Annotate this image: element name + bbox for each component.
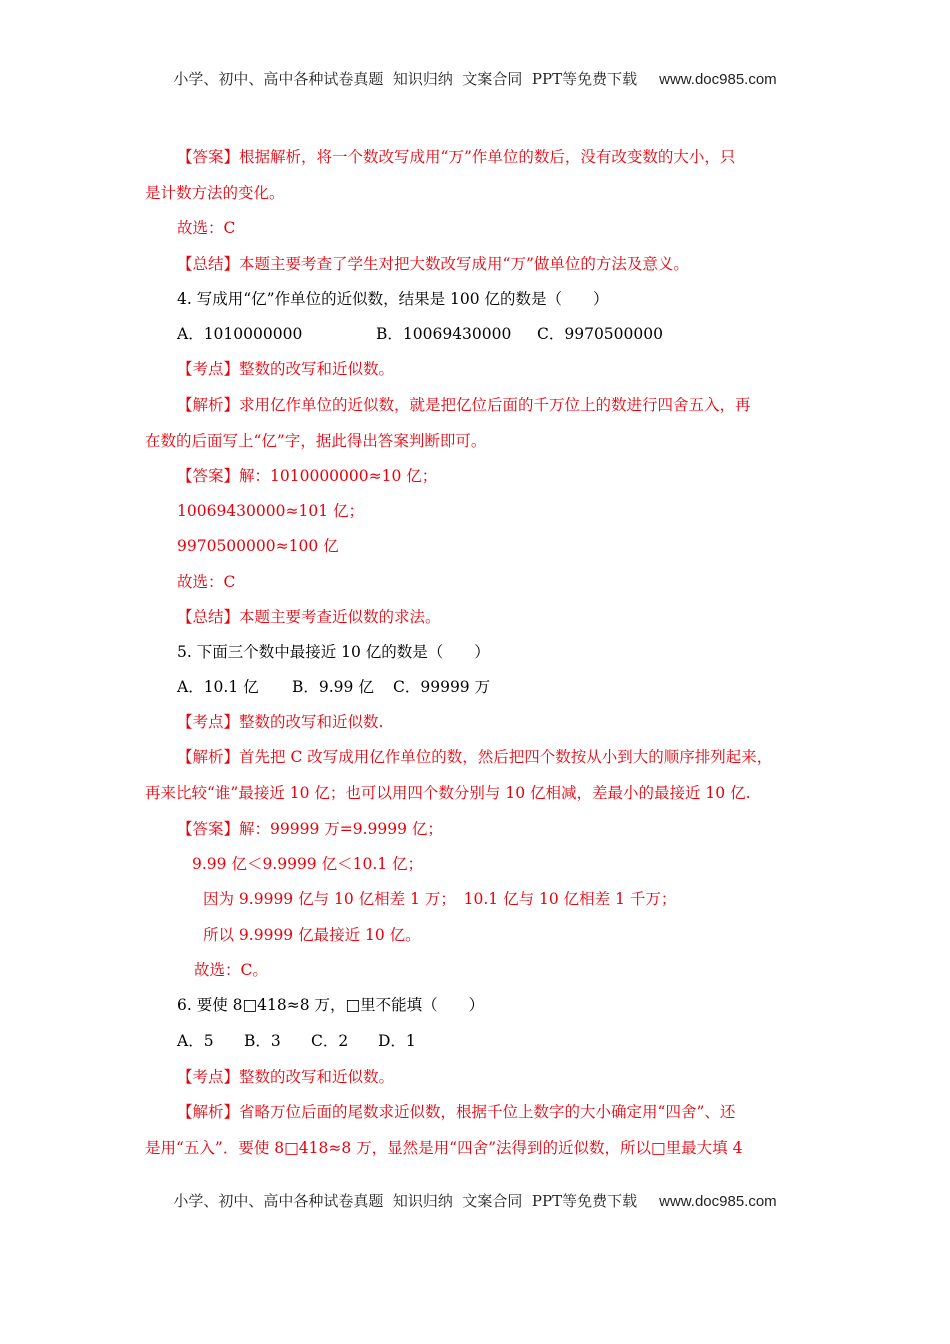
q5-option-c: C．99999 万: [393, 678, 491, 696]
q4-jiexi-tag: 【解析】: [177, 396, 240, 414]
q4-answer-tag: 【答案】: [177, 467, 240, 485]
q3-answer-tag: 【答案】: [177, 148, 240, 166]
q6-kaodian-tag: 【考点】: [177, 1068, 240, 1086]
q4-answer-line3: 9970500000≈100 亿: [177, 537, 339, 555]
q3-choice: 故选：C: [177, 219, 236, 237]
q6-option-d: D．1: [378, 1032, 416, 1050]
q6-jiexi-text: 省略万位后面的尾数求近似数，根据千位上数字的大小确定用“四舍”、还: [239, 1103, 736, 1121]
q4-choice: 故选：C: [177, 573, 236, 591]
q4-summary: [177, 606, 441, 628]
q4-summary-text: 本题主要考查近似数的求法。: [239, 608, 441, 626]
q4-option-c: C．9970500000: [537, 325, 663, 343]
q4-jiexi-line2: 在数的后面写上“亿”字，据此得出答案判断即可。: [145, 432, 487, 450]
q3-summary-text: 本题主要考查了学生对把大数改写成用“万”做单位的方法及意义。: [239, 255, 689, 273]
header-text: 小学、初中、高中各种试卷真题 知识归纳 文案合同 PPT等免费下载: [173, 70, 638, 88]
q4-kaodian: [177, 358, 394, 380]
header-url: www.doc985.com: [659, 71, 777, 88]
q6-option-a: A．5: [177, 1032, 214, 1050]
q5-jiexi-line2: 再来比较“谁”最接近 10 亿；也可以用四个数分别与 10 亿相减，差最小的最接近 10 亿.: [145, 784, 751, 802]
q5-answer-line1: [177, 818, 443, 840]
q5-answer-text: 解：99999 万=9.9999 亿；: [239, 820, 443, 838]
q4-jiexi-line1: [177, 394, 751, 416]
q6-kaodian-text: 整数的改写和近似数。: [239, 1068, 395, 1086]
q6-kaodian: [177, 1066, 394, 1088]
page-footer: [0, 1190, 950, 1211]
q5-kaodian-text: 整数的改写和近似数.: [239, 713, 384, 731]
q6-stem: 6. 要使 8□418≈8 万，□里不能填（ ）: [177, 996, 485, 1014]
q4-kaodian-text: 整数的改写和近似数。: [239, 360, 395, 378]
q5-answer-tag: 【答案】: [177, 820, 240, 838]
q6-jiexi-line1: [177, 1101, 735, 1123]
q6-jiexi-tag: 【解析】: [177, 1103, 240, 1121]
q5-kaodian-tag: 【考点】: [177, 713, 240, 731]
q5-kaodian: [177, 711, 383, 733]
q6-jiexi-line2: 是用“五入”．要使 8□418≈8 万，显然是用“四舍”法得到的近似数，所以□里最大填 4: [145, 1139, 743, 1157]
q3-answer-line2: 是计数方法的变化。: [145, 184, 285, 202]
footer-text: 小学、初中、高中各种试卷真题 知识归纳 文案合同 PPT等免费下载: [173, 1192, 638, 1210]
q5-answer-line3: 因为 9.9999 亿与 10 亿相差 1 万； 10.1 亿与 10 亿相差 1 千万；: [203, 890, 677, 908]
q4-answer-line1: [177, 465, 437, 487]
q4-jiexi-text: 求用亿作单位的近似数，就是把亿位后面的千万位上的数进行四舍五入，再: [239, 396, 751, 414]
q4-stem: 4. 写成用“亿”作单位的近似数，结果是 100 亿的数是（ ）: [177, 290, 609, 308]
q4-option-a: A．1010000000: [177, 325, 303, 343]
q5-option-a: A．10.1 亿: [177, 678, 259, 696]
q5-option-b: B．9.99 亿: [292, 678, 374, 696]
q5-choice: 故选：C。: [194, 961, 268, 979]
q5-answer-line4: 所以 9.9999 亿最接近 10 亿。: [203, 926, 421, 944]
q4-option-b: B．10069430000: [376, 325, 512, 343]
q5-jiexi-tag: 【解析】: [177, 748, 240, 766]
q5-answer-line2: 9.99 亿＜9.9999 亿＜10.1 亿；: [192, 855, 424, 873]
q3-answer-text: 根据解析，将一个数改写成用“万”作单位的数后，没有改变数的大小，只: [239, 148, 736, 166]
q5-jiexi-text: 首先把 C 改写成用亿作单位的数，然后把四个数按从小到大的顺序排列起来，: [239, 748, 773, 766]
footer-url: www.doc985.com: [659, 1193, 777, 1210]
q4-answer-line2: 10069430000≈101 亿；: [177, 502, 364, 520]
q6-option-b: B．3: [244, 1032, 281, 1050]
q5-jiexi-line1: [177, 746, 772, 768]
q4-answer-text: 解：1010000000≈10 亿；: [239, 467, 438, 485]
q5-stem: 5. 下面三个数中最接近 10 亿的数是（ ）: [177, 643, 490, 661]
q6-option-c: C．2: [311, 1032, 349, 1050]
q3-summary-tag: 【总结】: [177, 255, 240, 273]
q3-summary: [177, 253, 689, 275]
page-header: [0, 68, 950, 89]
q3-answer-line1: [177, 146, 735, 168]
q4-summary-tag: 【总结】: [177, 608, 240, 626]
q4-kaodian-tag: 【考点】: [177, 360, 240, 378]
